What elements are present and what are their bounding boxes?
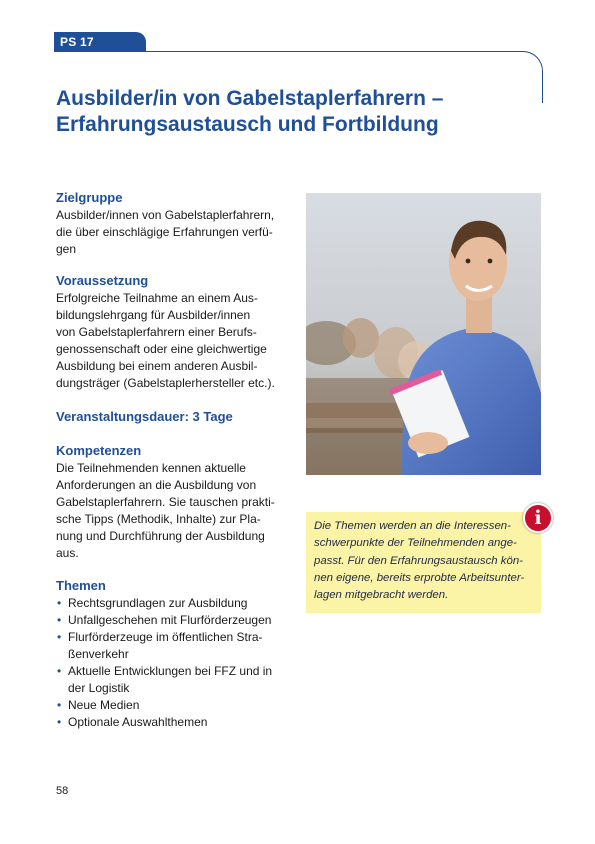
voraussetzung-heading: Voraussetzung bbox=[56, 273, 149, 288]
kompetenzen-text: Die Teilnehmenden kennen aktuelle Anforderungen an die Ausbildung von Gabelstaplerfahrern. Sie tauschen prakti- sche Tipps (Methodik, Inhalte) zur Pla- nung und Durchführung der Ausbildung aus. bbox=[56, 461, 275, 560]
page-title bbox=[56, 86, 496, 138]
info-text: Die Themen werden an die Interessen- schwerpunkte der Teilnehmenden ange- passt. Für den Erfahrungsaustausch kön- nen eigene, bereits erprobte Arbeitsunter- lagen mitgebracht werden. bbox=[314, 520, 525, 602]
list-item: • Rechtsgrundlagen zur Ausbildung bbox=[56, 595, 288, 612]
header-rule-curve bbox=[523, 51, 543, 103]
kompetenzen-heading: Kompetenzen bbox=[56, 443, 142, 458]
instructor-photo bbox=[306, 193, 541, 475]
header-rule bbox=[54, 51, 524, 52]
list-item: • Aktuelle Entwicklungen bei FFZ und in der Logistik bbox=[56, 663, 288, 697]
info-box bbox=[306, 512, 541, 613]
dauer-heading: Veranstaltungsdauer: 3 Tage bbox=[56, 409, 233, 424]
page-number: 58 bbox=[56, 785, 69, 797]
themen-heading: Themen bbox=[56, 578, 106, 593]
title-line: Erfahrungsaustausch und Fortbildung bbox=[56, 113, 439, 136]
list-item: • Unfallgeschehen mit Flurförderzeugen bbox=[56, 612, 288, 629]
info-icon: i bbox=[523, 503, 553, 533]
section-code: PS 17 bbox=[60, 35, 94, 49]
course-details bbox=[56, 189, 288, 731]
list-item: • Neue Medien bbox=[56, 697, 288, 714]
list-item: • Flurförderzeuge im öffentlichen Stra- ßenverkehr bbox=[56, 629, 288, 663]
themen-list bbox=[56, 595, 288, 731]
list-item: • Optionale Auswahlthemen bbox=[56, 714, 288, 731]
zielgruppe-text: Ausbilder/innen von Gabelstaplerfahrern, die über einschlägige Erfahrungen verfü- gen bbox=[56, 208, 275, 256]
zielgruppe-heading: Zielgruppe bbox=[56, 190, 123, 205]
section-tab bbox=[54, 32, 146, 52]
voraussetzung-text: Erfolgreiche Teilnahme an einem Aus- bildungslehrgang für Ausbilder/innen von Gabelstaplerfahrern einer Berufs- genossenschaft oder eine gleichwertige Ausbildung bei einem anderen Ausbil- dungsträger (Gabelstaplerhersteller etc.). bbox=[56, 291, 275, 390]
title-line: Ausbilder/in von Gabelstaplerfahrern – bbox=[56, 87, 444, 110]
